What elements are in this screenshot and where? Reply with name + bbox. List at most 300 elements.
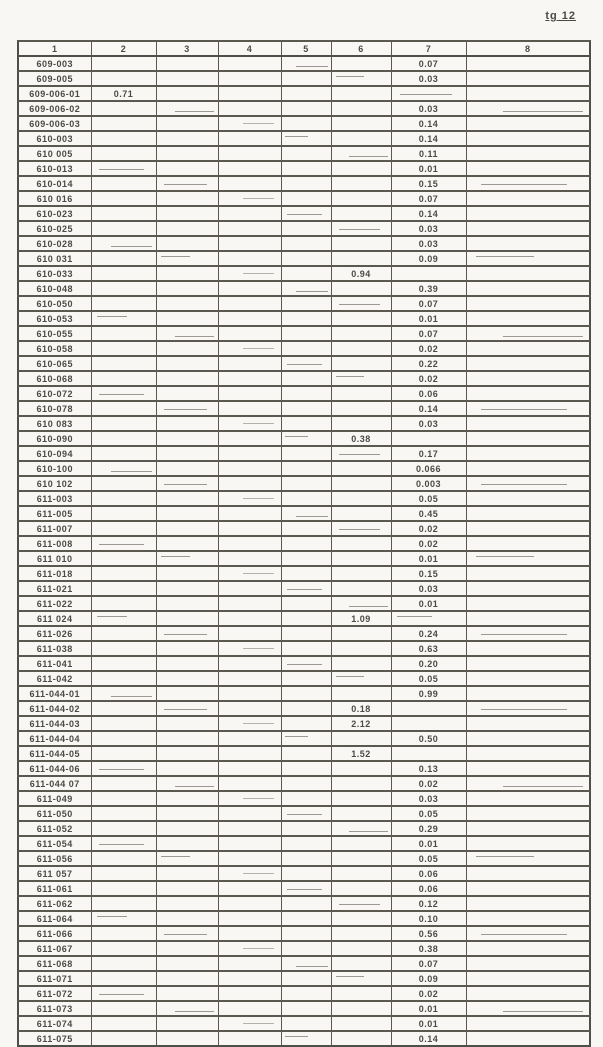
row-id-cell: 610 005 [18,146,91,161]
empty-cell [466,491,590,506]
empty-cell [156,446,218,461]
empty-cell [281,1016,331,1031]
value-cell: 1.09 [331,611,391,626]
value-cell: 0.07 [391,326,466,341]
value-cell: 2.12 [331,716,391,731]
empty-cell [218,116,281,131]
empty-cell [218,521,281,536]
empty-cell [156,1031,218,1046]
empty-cell [331,986,391,1001]
value-cell: 0.07 [391,296,466,311]
value-cell: 0.06 [391,866,466,881]
value-cell: 0.03 [391,236,466,251]
column-header: 7 [391,41,466,56]
value-cell: 0.01 [391,1016,466,1031]
empty-cell [466,161,590,176]
empty-cell [281,971,331,986]
row-id-cell: 611-049 [18,791,91,806]
empty-cell [281,176,331,191]
value-cell: 0.45 [391,506,466,521]
table-row [18,506,590,521]
empty-cell [331,866,391,881]
empty-cell [156,941,218,956]
empty-cell [218,596,281,611]
empty-cell [218,881,281,896]
value-cell: 0.14 [391,116,466,131]
empty-cell [331,131,391,146]
empty-cell [281,641,331,656]
table-body [18,56,590,1046]
empty-cell [218,251,281,266]
empty-cell [281,551,331,566]
empty-cell [281,491,331,506]
empty-cell [466,581,590,596]
empty-cell [466,56,590,71]
empty-cell [156,101,218,116]
empty-cell [156,431,218,446]
empty-cell [331,806,391,821]
empty-cell [218,191,281,206]
empty-cell [331,956,391,971]
table-row [18,881,590,896]
value-cell: 0.14 [391,131,466,146]
value-cell: 0.14 [391,401,466,416]
empty-cell [156,506,218,521]
empty-cell [281,326,331,341]
empty-cell [281,836,331,851]
empty-cell [466,911,590,926]
table-row [18,266,590,281]
empty-cell [331,596,391,611]
empty-cell [281,386,331,401]
row-id-cell: 610 031 [18,251,91,266]
empty-cell [281,251,331,266]
empty-cell [156,86,218,101]
empty-cell [91,386,156,401]
empty-cell [466,686,590,701]
value-cell: 0.10 [391,911,466,926]
value-cell: 1.52 [331,746,391,761]
empty-cell [218,371,281,386]
value-cell: 0.20 [391,656,466,671]
empty-cell [91,716,156,731]
empty-cell [281,821,331,836]
empty-cell [218,86,281,101]
empty-cell [218,341,281,356]
empty-cell [91,701,156,716]
empty-cell [218,131,281,146]
empty-cell [218,206,281,221]
empty-cell [218,326,281,341]
empty-cell [156,821,218,836]
value-cell: 0.29 [391,821,466,836]
table-row [18,566,590,581]
row-id-cell: 611-044-05 [18,746,91,761]
column-header: 3 [156,41,218,56]
empty-cell [466,926,590,941]
table-row [18,116,590,131]
empty-cell [156,1001,218,1016]
empty-cell [156,1016,218,1031]
empty-cell [466,971,590,986]
row-id-cell: 611-052 [18,821,91,836]
value-cell: 0.01 [391,596,466,611]
empty-cell [218,686,281,701]
empty-cell [91,911,156,926]
empty-cell [91,611,156,626]
empty-cell [281,506,331,521]
empty-cell [281,281,331,296]
row-id-cell: 611-026 [18,626,91,641]
column-header: 4 [218,41,281,56]
empty-cell [156,551,218,566]
row-id-cell: 610-072 [18,386,91,401]
empty-cell [391,266,466,281]
empty-cell [281,911,331,926]
empty-cell [91,491,156,506]
empty-cell [281,161,331,176]
value-cell: 0.13 [391,761,466,776]
table-row [18,986,590,1001]
empty-cell [331,791,391,806]
empty-cell [331,536,391,551]
value-cell: 0.07 [391,191,466,206]
empty-cell [156,491,218,506]
row-id-cell: 610-065 [18,356,91,371]
empty-cell [91,311,156,326]
empty-cell [466,851,590,866]
table-row [18,581,590,596]
empty-cell [281,761,331,776]
row-id-cell: 611-073 [18,1001,91,1016]
empty-cell [91,551,156,566]
table-row [18,326,590,341]
empty-cell [466,731,590,746]
table-row [18,701,590,716]
empty-cell [91,881,156,896]
column-header: 5 [281,41,331,56]
empty-cell [218,866,281,881]
empty-cell [281,116,331,131]
column-header: 8 [466,41,590,56]
empty-cell [466,506,590,521]
row-id-cell: 611-062 [18,896,91,911]
table-row [18,446,590,461]
empty-cell [331,401,391,416]
empty-cell [218,416,281,431]
empty-cell [466,956,590,971]
empty-cell [156,911,218,926]
empty-cell [218,71,281,86]
empty-cell [281,701,331,716]
empty-cell [281,341,331,356]
empty-cell [331,566,391,581]
table-row [18,131,590,146]
table-row [18,686,590,701]
table-row [18,596,590,611]
empty-cell [281,431,331,446]
empty-cell [466,176,590,191]
empty-cell [156,731,218,746]
empty-cell [218,641,281,656]
value-cell: 0.01 [391,836,466,851]
empty-cell [466,251,590,266]
empty-cell [218,911,281,926]
empty-cell [156,686,218,701]
empty-cell [466,416,590,431]
table-row [18,551,590,566]
empty-cell [391,611,466,626]
empty-cell [281,236,331,251]
empty-cell [466,296,590,311]
empty-cell [91,506,156,521]
empty-cell [156,161,218,176]
empty-cell [218,311,281,326]
empty-cell [91,56,156,71]
empty-cell [466,101,590,116]
empty-cell [331,521,391,536]
empty-cell [91,356,156,371]
empty-cell [281,986,331,1001]
empty-cell [156,386,218,401]
value-cell: 0.39 [391,281,466,296]
empty-cell [331,641,391,656]
empty-cell [156,956,218,971]
row-id-cell: 611-042 [18,671,91,686]
table-row [18,281,590,296]
empty-cell [156,896,218,911]
row-id-cell: 611-056 [18,851,91,866]
empty-cell [218,761,281,776]
empty-cell [281,896,331,911]
empty-cell [466,881,590,896]
table-row [18,386,590,401]
empty-cell [218,176,281,191]
row-id-cell: 610-028 [18,236,91,251]
table-row [18,491,590,506]
empty-cell [331,221,391,236]
empty-cell [331,836,391,851]
empty-cell [466,236,590,251]
table-row [18,836,590,851]
row-id-cell: 609-005 [18,71,91,86]
empty-cell [281,866,331,881]
empty-cell [156,836,218,851]
empty-cell [91,851,156,866]
empty-cell [156,326,218,341]
table-row [18,296,590,311]
table-row [18,746,590,761]
table-row [18,611,590,626]
empty-cell [156,581,218,596]
row-id-cell: 611-067 [18,941,91,956]
empty-cell [281,371,331,386]
empty-cell [281,626,331,641]
empty-cell [331,326,391,341]
empty-cell [156,71,218,86]
empty-cell [218,161,281,176]
empty-cell [218,926,281,941]
row-id-cell: 611-044 07 [18,776,91,791]
empty-cell [281,356,331,371]
empty-cell [331,851,391,866]
empty-cell [156,221,218,236]
empty-cell [466,821,590,836]
empty-cell [331,911,391,926]
empty-cell [218,431,281,446]
empty-cell [281,1031,331,1046]
empty-cell [466,761,590,776]
empty-cell [281,611,331,626]
empty-cell [156,716,218,731]
value-cell: 0.38 [391,941,466,956]
empty-cell [218,266,281,281]
row-id-cell: 611-044-03 [18,716,91,731]
empty-cell [466,446,590,461]
empty-cell [281,1001,331,1016]
empty-cell [218,281,281,296]
empty-cell [156,146,218,161]
empty-cell [466,806,590,821]
table-row [18,941,590,956]
empty-cell [91,281,156,296]
empty-cell [466,776,590,791]
table-row [18,866,590,881]
table-row [18,101,590,116]
row-id-cell: 611 057 [18,866,91,881]
value-cell: 0.99 [391,686,466,701]
empty-cell [466,521,590,536]
empty-cell [281,206,331,221]
empty-cell [156,191,218,206]
empty-cell [91,641,156,656]
row-id-cell: 611-041 [18,656,91,671]
empty-cell [156,776,218,791]
row-id-cell: 609-006-01 [18,86,91,101]
table-row [18,791,590,806]
empty-cell [331,191,391,206]
empty-cell [156,401,218,416]
empty-cell [91,581,156,596]
table-row [18,1016,590,1031]
empty-cell [156,206,218,221]
table-row [18,71,590,86]
empty-cell [391,701,466,716]
row-id-cell: 610-013 [18,161,91,176]
value-cell: 0.02 [391,986,466,1001]
empty-cell [156,131,218,146]
empty-cell [281,941,331,956]
empty-cell [391,431,466,446]
empty-cell [91,986,156,1001]
empty-cell [91,176,156,191]
empty-cell [281,146,331,161]
empty-cell [281,56,331,71]
empty-cell [466,461,590,476]
empty-cell [331,686,391,701]
table-row [18,626,590,641]
value-cell: 0.11 [391,146,466,161]
table-row [18,401,590,416]
empty-cell [281,716,331,731]
row-id-cell: 610 016 [18,191,91,206]
empty-cell [281,776,331,791]
empty-cell [218,746,281,761]
empty-cell [331,626,391,641]
empty-cell [281,566,331,581]
empty-cell [218,1001,281,1016]
table-row [18,146,590,161]
empty-cell [466,116,590,131]
row-id-cell: 610-055 [18,326,91,341]
empty-cell [218,566,281,581]
empty-cell [281,581,331,596]
empty-cell [331,176,391,191]
empty-cell [281,686,331,701]
empty-cell [218,821,281,836]
empty-cell [281,401,331,416]
value-cell: 0.02 [391,341,466,356]
empty-cell [466,266,590,281]
empty-cell [331,1031,391,1046]
empty-cell [466,311,590,326]
value-cell: 0.24 [391,626,466,641]
empty-cell [466,1016,590,1031]
empty-cell [391,746,466,761]
empty-cell [331,161,391,176]
empty-cell [331,1001,391,1016]
empty-cell [391,716,466,731]
empty-cell [218,836,281,851]
value-cell: 0.03 [391,791,466,806]
empty-cell [218,536,281,551]
empty-cell [156,626,218,641]
empty-cell [281,461,331,476]
empty-cell [218,776,281,791]
empty-cell [466,401,590,416]
empty-cell [156,521,218,536]
empty-cell [466,386,590,401]
value-cell: 0.01 [391,1001,466,1016]
row-id-cell: 611-075 [18,1031,91,1046]
empty-cell [156,176,218,191]
empty-cell [331,116,391,131]
empty-cell [466,596,590,611]
table-row [18,896,590,911]
empty-cell [466,746,590,761]
row-id-cell: 611-008 [18,536,91,551]
empty-cell [91,521,156,536]
empty-cell [91,296,156,311]
row-id-cell: 611-044-04 [18,731,91,746]
row-id-cell: 611-007 [18,521,91,536]
value-cell: 0.38 [331,431,391,446]
value-cell: 0.06 [391,386,466,401]
empty-cell [218,611,281,626]
empty-cell [281,446,331,461]
table-row [18,371,590,386]
empty-cell [331,881,391,896]
table-row [18,956,590,971]
empty-cell [331,476,391,491]
empty-cell [91,401,156,416]
empty-cell [281,851,331,866]
empty-cell [466,611,590,626]
empty-cell [466,131,590,146]
empty-cell [281,791,331,806]
empty-cell [281,221,331,236]
empty-cell [218,1031,281,1046]
